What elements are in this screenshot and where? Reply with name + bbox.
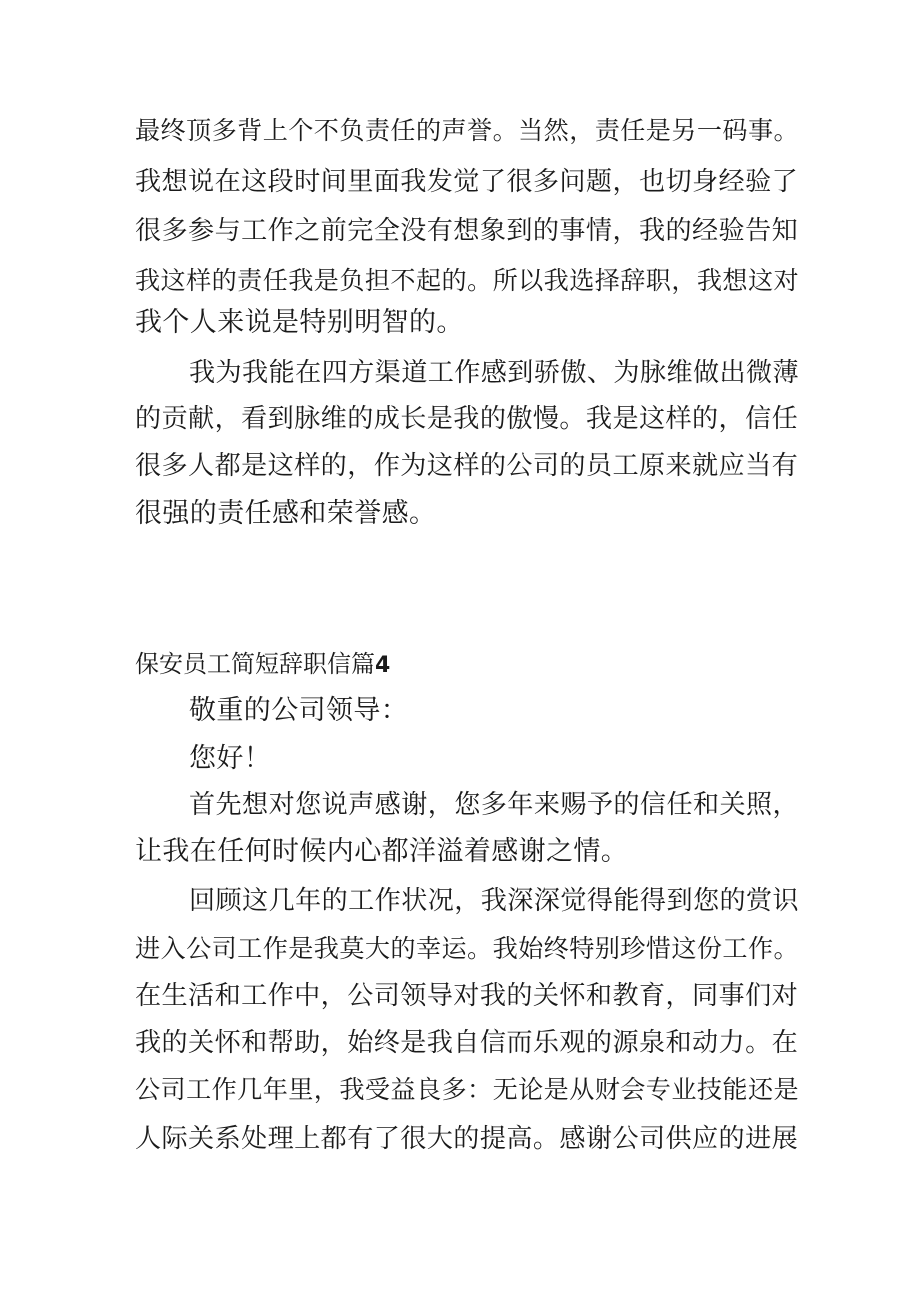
paragraph-2-line-4: 很强的责任感和荣誉感。 — [135, 498, 437, 529]
paragraph-4-line-2: 进入公司工作是我莫大的幸运。我始终特别珍惜这份工作。 — [135, 934, 800, 963]
section-heading-number: 4 — [375, 653, 391, 678]
paragraph-1-line-5: 我个人来说是特别明智的。 — [135, 307, 464, 338]
paragraph-1-line-4: 我这样的责任我是负担不起的。所以我选择辞职，我想这对 — [135, 266, 800, 295]
paragraph-1-line-2: 我想说在这段时间里面我发觉了很多问题，也切身经验了 — [135, 167, 799, 197]
paragraph-4-line-6: 人际关系处理上都有了很大的提高。感谢公司供应的进展 — [135, 1124, 799, 1154]
paragraph-1-line-3: 很多参与工作之前完全没有想象到的事情，我的经验告知 — [135, 216, 799, 246]
salutation: 敬重的公司领导： — [189, 695, 409, 726]
paragraph-4-line-1: 回顾这几年的工作状况，我深深觉得能得到您的赏识 — [189, 886, 800, 916]
paragraph-2-line-2: 的贡献，看到脉维的成长是我的傲慢。我是这样的，信任 — [135, 404, 799, 434]
paragraph-4-line-3: 在生活和工作中，公司领导对我的关怀和教育，同事们对 — [135, 981, 799, 1011]
paragraph-1-line-1: 最终顶多背上个不负责任的声誉。当然，责任是另一码事。 — [135, 116, 800, 145]
paragraph-4-line-5: 公司工作几年里，我受益良多：无论是从财会专业技能还是 — [135, 1075, 800, 1104]
greeting: 您好！ — [189, 743, 272, 774]
paragraph-4-line-4: 我的关怀和帮助，始终是我自信而乐观的源泉和动力。在 — [135, 1028, 799, 1058]
section-heading-text: 保安员工简短辞职信篇 — [135, 650, 375, 678]
paragraph-3-line-1: 首先想对您说声感谢，您多年来赐予的信任和关照， — [189, 790, 800, 820]
paragraph-2-line-1: 我为我能在四方渠道工作感到骄傲、为脉维做出微薄 — [189, 358, 800, 388]
paragraph-2-line-3: 很多人都是这样的，作为这样的公司的员工原来就应当有 — [135, 451, 799, 481]
paragraph-3-line-2: 让我在任何时候内心都洋溢着感谢之情。 — [135, 836, 629, 867]
